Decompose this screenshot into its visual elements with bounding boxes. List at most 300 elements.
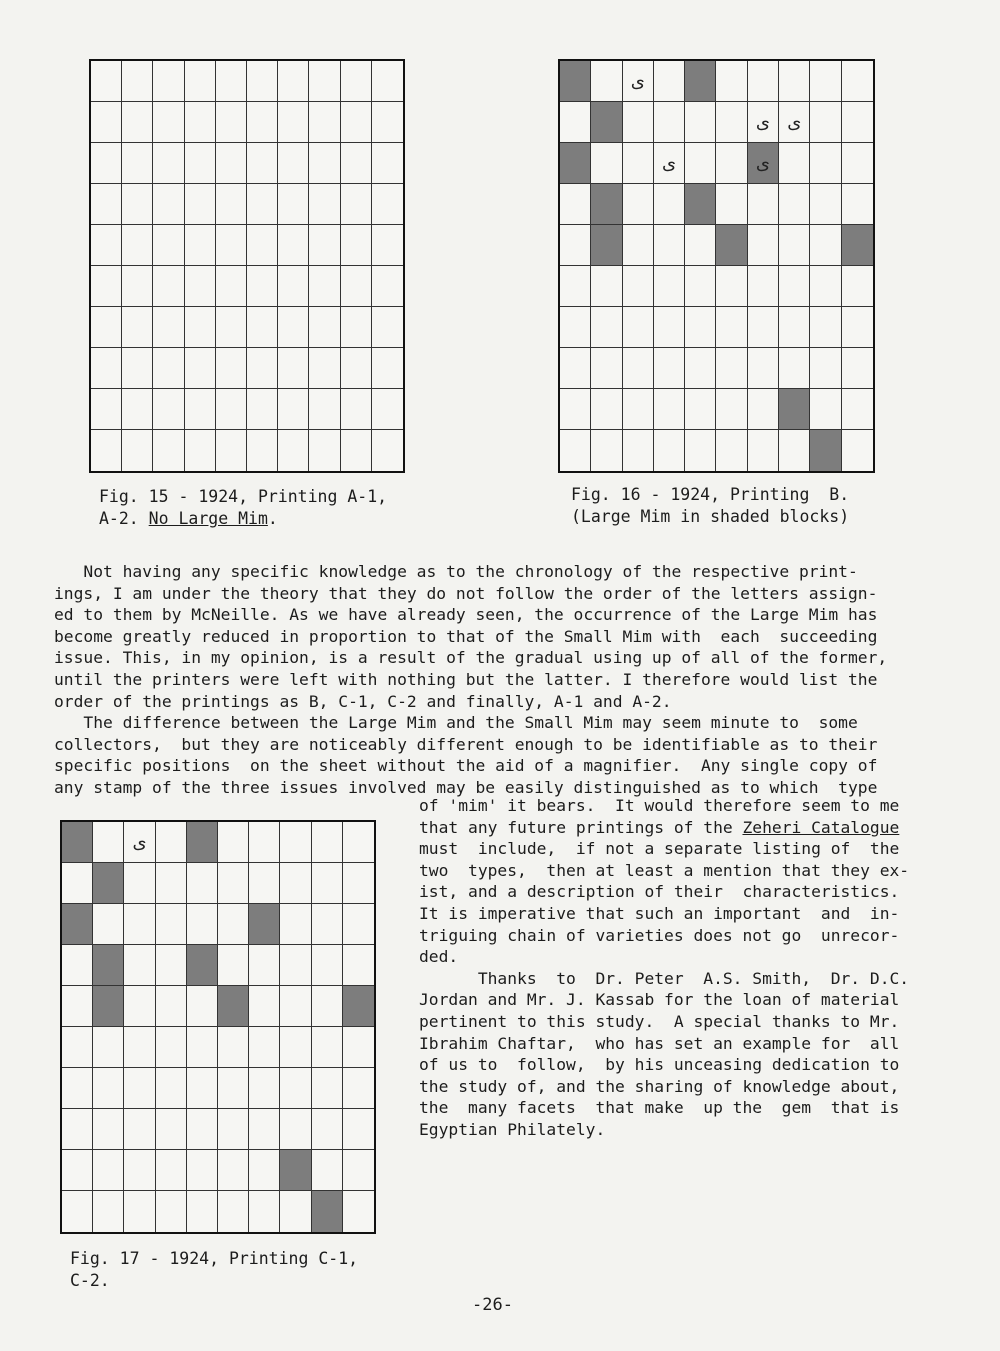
grid-cell	[218, 1109, 249, 1150]
grid-cell	[216, 348, 247, 389]
grid-cell	[343, 1150, 374, 1191]
grid-cell	[93, 822, 124, 863]
grid-cell	[685, 307, 716, 348]
column-line	[419, 903, 909, 925]
grid-cell	[62, 945, 93, 986]
grid-cell	[716, 225, 747, 266]
grid-cell	[91, 348, 122, 389]
grid-cell	[153, 184, 184, 225]
grid-cell	[187, 904, 218, 945]
grid-cell	[372, 307, 403, 348]
grid-cell	[623, 102, 654, 143]
grid-cell	[343, 1109, 374, 1150]
grid-cell	[249, 1027, 280, 1068]
grid-cell	[122, 102, 153, 143]
column-line-text: that any future printings of the	[419, 817, 743, 837]
grid-cell	[93, 863, 124, 904]
body-line: collectors, but they are noticeably different enough to be identifiable as to their	[54, 734, 878, 754]
grid-cell	[122, 184, 153, 225]
grid-cell	[810, 61, 841, 102]
grid-cell	[247, 225, 278, 266]
grid-cell	[560, 143, 591, 184]
grid-cell	[372, 430, 403, 471]
grid-cell	[312, 945, 343, 986]
grid-cell	[372, 225, 403, 266]
grid-cell	[187, 986, 218, 1027]
grid-cell	[278, 61, 309, 102]
grid-cell	[654, 389, 685, 430]
grid-cell	[247, 61, 278, 102]
grid-cell	[278, 430, 309, 471]
grid-cell	[842, 61, 873, 102]
column-line-text: must include, if not a separate listing of the	[419, 839, 900, 859]
mim-mark: ی	[630, 70, 645, 92]
grid-cell	[124, 1068, 155, 1109]
grid-cell	[218, 1027, 249, 1068]
grid-cell	[278, 266, 309, 307]
grid-cell	[280, 822, 311, 863]
grid-cell	[153, 389, 184, 430]
grid-cell	[249, 863, 280, 904]
grid-cell	[156, 822, 187, 863]
grid-cell	[280, 945, 311, 986]
grid-cell	[187, 1191, 218, 1232]
body-line: The difference between the Large Mim and the Small Mim may seem minute to some	[54, 713, 858, 733]
grid-cell	[591, 61, 622, 102]
grid-cell	[187, 1027, 218, 1068]
grid-cell	[312, 1068, 343, 1109]
grid-cell	[218, 863, 249, 904]
grid-cell	[91, 266, 122, 307]
grid-cell	[309, 307, 340, 348]
grid-cell	[341, 307, 372, 348]
grid-cell	[341, 225, 372, 266]
grid-cell	[623, 430, 654, 471]
grid-cell	[654, 225, 685, 266]
grid-cell	[685, 102, 716, 143]
grid-cell	[156, 1150, 187, 1191]
grid-cell	[185, 430, 216, 471]
grid-cell	[341, 430, 372, 471]
grid-cell	[343, 863, 374, 904]
grid-cell	[623, 225, 654, 266]
grid-cell	[249, 945, 280, 986]
grid-cell	[91, 225, 122, 266]
grid-cell	[218, 945, 249, 986]
grid-cell	[372, 348, 403, 389]
grid-cell	[842, 225, 873, 266]
body-text	[54, 561, 887, 799]
grid-cell	[341, 184, 372, 225]
grid-cell	[309, 266, 340, 307]
grid-cell	[249, 1191, 280, 1232]
column-line-text: of 'mim' it bears. It would therefore seem to me	[419, 796, 900, 815]
grid-cell	[623, 348, 654, 389]
grid-cell	[309, 102, 340, 143]
grid-cell	[122, 266, 153, 307]
grid-cell	[216, 266, 247, 307]
grid-cell	[62, 863, 93, 904]
fig15-caption-underlined: No Large Mim	[148, 509, 268, 528]
grid-cell	[341, 102, 372, 143]
grid-cell	[93, 945, 124, 986]
grid-cell	[309, 61, 340, 102]
fig16-caption-line2: (Large Mim in shaded blocks)	[571, 507, 850, 526]
grid-cell	[560, 307, 591, 348]
grid-cell	[341, 389, 372, 430]
column-line-text: triguing chain of varieties does not go unrecor-	[419, 925, 900, 945]
grid-cell	[93, 1191, 124, 1232]
grid-cell	[343, 1068, 374, 1109]
grid-cell	[153, 348, 184, 389]
grid-cell	[216, 184, 247, 225]
grid-cell	[218, 1191, 249, 1232]
grid-cell	[343, 986, 374, 1027]
grid-cell	[187, 945, 218, 986]
grid-cell	[810, 225, 841, 266]
grid-cell	[247, 389, 278, 430]
grid-cell	[122, 143, 153, 184]
grid-cell	[842, 389, 873, 430]
grid-cell	[654, 102, 685, 143]
body-line: order of the printings as B, C-1, C-2 and finally, A-1 and A-2.	[54, 691, 672, 711]
grid-cell	[93, 904, 124, 945]
grid-cell	[343, 822, 374, 863]
column-line	[419, 946, 909, 968]
column-text	[419, 795, 909, 1141]
grid-cell	[278, 307, 309, 348]
grid-cell	[591, 184, 622, 225]
grid-cell	[312, 904, 343, 945]
grid-cell	[748, 143, 779, 184]
fig17-grid	[60, 820, 376, 1234]
grid-cell	[216, 389, 247, 430]
grid-cell	[185, 389, 216, 430]
grid-cell	[185, 225, 216, 266]
grid-cell	[216, 225, 247, 266]
grid-cell	[685, 266, 716, 307]
mim-mark: ی	[787, 111, 802, 133]
grid-cell	[249, 1150, 280, 1191]
grid-cell	[153, 266, 184, 307]
grid-cell	[309, 225, 340, 266]
grid-cell	[623, 307, 654, 348]
grid-cell	[810, 102, 841, 143]
column-line-text: ded.	[419, 947, 459, 967]
grid-cell	[62, 1068, 93, 1109]
grid-cell	[93, 1150, 124, 1191]
grid-cell	[278, 348, 309, 389]
grid-cell	[187, 1150, 218, 1191]
grid-cell	[122, 348, 153, 389]
grid-cell	[91, 430, 122, 471]
column-line	[419, 1011, 909, 1033]
grid-cell	[842, 266, 873, 307]
grid-cell	[185, 102, 216, 143]
grid-cell	[124, 822, 155, 863]
grid-cell	[748, 102, 779, 143]
grid-cell	[842, 143, 873, 184]
grid-cell	[93, 1068, 124, 1109]
grid-cell	[247, 348, 278, 389]
grid-cell	[216, 430, 247, 471]
grid-cell	[62, 1150, 93, 1191]
mim-mark: ی	[755, 111, 770, 133]
column-line	[419, 1033, 909, 1055]
grid-cell	[185, 266, 216, 307]
grid-cell	[218, 822, 249, 863]
grid-cell	[249, 822, 280, 863]
grid-cell	[654, 348, 685, 389]
grid-cell	[372, 143, 403, 184]
grid-cell	[716, 348, 747, 389]
column-line-text: the many facets that make up the gem that is	[419, 1098, 900, 1118]
grid-cell	[623, 266, 654, 307]
grid-cell	[685, 348, 716, 389]
grid-cell	[216, 143, 247, 184]
column-line-text: the study of, and the sharing of knowledge about,	[419, 1076, 900, 1096]
grid-cell	[623, 143, 654, 184]
grid-cell	[810, 307, 841, 348]
grid-cell	[842, 184, 873, 225]
fig15-caption	[99, 486, 387, 530]
grid-cell	[153, 307, 184, 348]
grid-cell	[372, 61, 403, 102]
grid-cell	[156, 904, 187, 945]
grid-cell	[779, 61, 810, 102]
grid-cell	[156, 1109, 187, 1150]
grid-cell	[62, 1027, 93, 1068]
grid-cell	[560, 389, 591, 430]
column-line	[419, 838, 909, 860]
grid-cell	[748, 266, 779, 307]
grid-cell	[309, 143, 340, 184]
grid-cell	[748, 430, 779, 471]
fig17-caption	[70, 1248, 358, 1292]
grid-cell	[153, 225, 184, 266]
grid-cell	[156, 1027, 187, 1068]
grid-cell	[312, 863, 343, 904]
column-line	[419, 881, 909, 903]
catalogue-title: Zeheri Catalogue	[742, 817, 900, 837]
grid-cell	[280, 986, 311, 1027]
grid-cell	[153, 61, 184, 102]
mim-mark: ی	[661, 152, 677, 174]
grid-cell	[312, 1109, 343, 1150]
grid-cell	[654, 430, 685, 471]
grid-cell	[62, 1109, 93, 1150]
grid-cell	[842, 430, 873, 471]
body-line: Not having any specific knowledge as to the chronology of the respective print-	[54, 562, 858, 581]
grid-cell	[309, 430, 340, 471]
grid-cell	[560, 348, 591, 389]
grid-cell	[62, 904, 93, 945]
grid-cell	[748, 225, 779, 266]
grid-cell	[249, 1068, 280, 1109]
column-line	[419, 817, 909, 839]
grid-cell	[218, 1150, 249, 1191]
grid-cell	[278, 143, 309, 184]
fig16-grid	[558, 59, 875, 473]
grid-cell	[591, 430, 622, 471]
grid-cell	[187, 822, 218, 863]
grid-cell	[810, 184, 841, 225]
column-line-text: Egyptian Philately.	[419, 1119, 606, 1139]
grid-cell	[187, 1109, 218, 1150]
grid-cell	[218, 904, 249, 945]
column-line-text: Thanks to Dr. Peter A.S. Smith, Dr. D.C.	[419, 968, 910, 988]
grid-cell	[685, 430, 716, 471]
column-line	[419, 1076, 909, 1098]
grid-cell	[716, 102, 747, 143]
grid-cell	[62, 822, 93, 863]
fig15-caption-line2-pre: A-2.	[99, 509, 149, 528]
grid-cell	[62, 986, 93, 1027]
grid-cell	[247, 184, 278, 225]
grid-cell	[312, 822, 343, 863]
column-line	[419, 989, 909, 1011]
grid-cell	[156, 986, 187, 1027]
grid-cell	[91, 389, 122, 430]
grid-cell	[185, 143, 216, 184]
grid-cell	[685, 143, 716, 184]
grid-cell	[91, 143, 122, 184]
grid-cell	[124, 863, 155, 904]
grid-cell	[185, 61, 216, 102]
grid-cell	[62, 1191, 93, 1232]
grid-cell	[372, 102, 403, 143]
grid-cell	[685, 225, 716, 266]
grid-cell	[623, 184, 654, 225]
grid-cell	[591, 102, 622, 143]
grid-cell	[185, 348, 216, 389]
column-line-text: pertinent to this study. A special thanks to Mr.	[419, 1011, 900, 1031]
column-line	[419, 1054, 909, 1076]
grid-cell	[716, 389, 747, 430]
grid-cell	[842, 102, 873, 143]
grid-cell	[810, 348, 841, 389]
grid-cell	[124, 1027, 155, 1068]
grid-cell	[716, 430, 747, 471]
column-line-text: of us to follow, by his unceasing dedication to	[419, 1055, 900, 1075]
grid-cell	[685, 61, 716, 102]
body-line: until the printers were left with nothing but the latter. I therefore would list the	[54, 669, 878, 689]
grid-cell	[280, 863, 311, 904]
grid-cell	[122, 61, 153, 102]
grid-cell	[309, 348, 340, 389]
fig17-caption-line2: C-2.	[70, 1271, 110, 1290]
grid-cell	[122, 389, 153, 430]
grid-cell	[779, 143, 810, 184]
body-line: ed to them by McNeille. As we have already seen, the occurrence of the Large Mim has	[54, 605, 878, 625]
grid-cell	[156, 945, 187, 986]
grid-cell	[716, 184, 747, 225]
grid-cell	[312, 1191, 343, 1232]
body-line: issue. This, in my opinion, is a result of the gradual using up of all of the former,	[54, 648, 888, 668]
grid-cell	[341, 348, 372, 389]
grid-cell	[122, 307, 153, 348]
grid-cell	[591, 225, 622, 266]
grid-cell	[247, 307, 278, 348]
grid-cell	[91, 307, 122, 348]
column-line	[419, 860, 909, 882]
grid-cell	[185, 307, 216, 348]
grid-cell	[591, 389, 622, 430]
grid-cell	[124, 904, 155, 945]
grid-cell	[249, 1109, 280, 1150]
column-line-text: two types, then at least a mention that they ex-	[419, 860, 910, 880]
column-line-text: It is imperative that such an important and in-	[419, 903, 900, 923]
grid-cell	[623, 61, 654, 102]
grid-cell	[591, 307, 622, 348]
grid-cell	[309, 389, 340, 430]
grid-cell	[187, 863, 218, 904]
grid-cell	[716, 61, 747, 102]
column-line-text: Jordan and Mr. J. Kassab for the loan of material	[419, 990, 900, 1010]
grid-cell	[343, 1027, 374, 1068]
grid-cell	[312, 1027, 343, 1068]
grid-cell	[654, 61, 685, 102]
column-line	[419, 795, 909, 817]
grid-cell	[93, 1027, 124, 1068]
grid-cell	[93, 1109, 124, 1150]
grid-cell	[560, 184, 591, 225]
grid-cell	[185, 184, 216, 225]
fig17-caption-line1: Fig. 17 - 1924, Printing C-1,	[70, 1249, 359, 1268]
grid-cell	[153, 430, 184, 471]
grid-cell	[623, 389, 654, 430]
grid-cell	[748, 307, 779, 348]
grid-cell	[341, 266, 372, 307]
grid-cell	[278, 389, 309, 430]
grid-cell	[560, 266, 591, 307]
mim-mark: ی	[132, 831, 147, 853]
column-line	[419, 1119, 909, 1141]
grid-cell	[124, 945, 155, 986]
fig15-caption-line2-post: .	[267, 509, 278, 528]
grid-cell	[372, 266, 403, 307]
page-number: -26-	[472, 1295, 513, 1315]
grid-cell	[779, 266, 810, 307]
grid-cell	[591, 348, 622, 389]
grid-cell	[278, 225, 309, 266]
fig15-caption-line1: Fig. 15 - 1924, Printing A-1,	[99, 487, 388, 506]
grid-cell	[779, 184, 810, 225]
grid-cell	[93, 986, 124, 1027]
grid-cell	[779, 307, 810, 348]
grid-cell	[779, 389, 810, 430]
grid-cell	[249, 904, 280, 945]
body-line: become greatly reduced in proportion to that of the Small Mim with each succeeding	[54, 626, 878, 646]
grid-cell	[187, 1068, 218, 1109]
grid-cell	[122, 430, 153, 471]
grid-cell	[341, 143, 372, 184]
column-line-text: ist, and a description of their characteristics.	[419, 882, 900, 902]
grid-cell	[685, 389, 716, 430]
grid-cell	[842, 307, 873, 348]
grid-cell	[156, 1068, 187, 1109]
mim-mark: ی	[755, 152, 770, 174]
body-line: any stamp of the three issues involved may be easily distinguished as to which type	[54, 777, 878, 797]
grid-cell	[216, 61, 247, 102]
grid-cell	[654, 307, 685, 348]
grid-cell	[124, 1150, 155, 1191]
grid-cell	[560, 102, 591, 143]
grid-cell	[748, 389, 779, 430]
grid-cell	[280, 1191, 311, 1232]
grid-cell	[91, 102, 122, 143]
grid-cell	[278, 102, 309, 143]
